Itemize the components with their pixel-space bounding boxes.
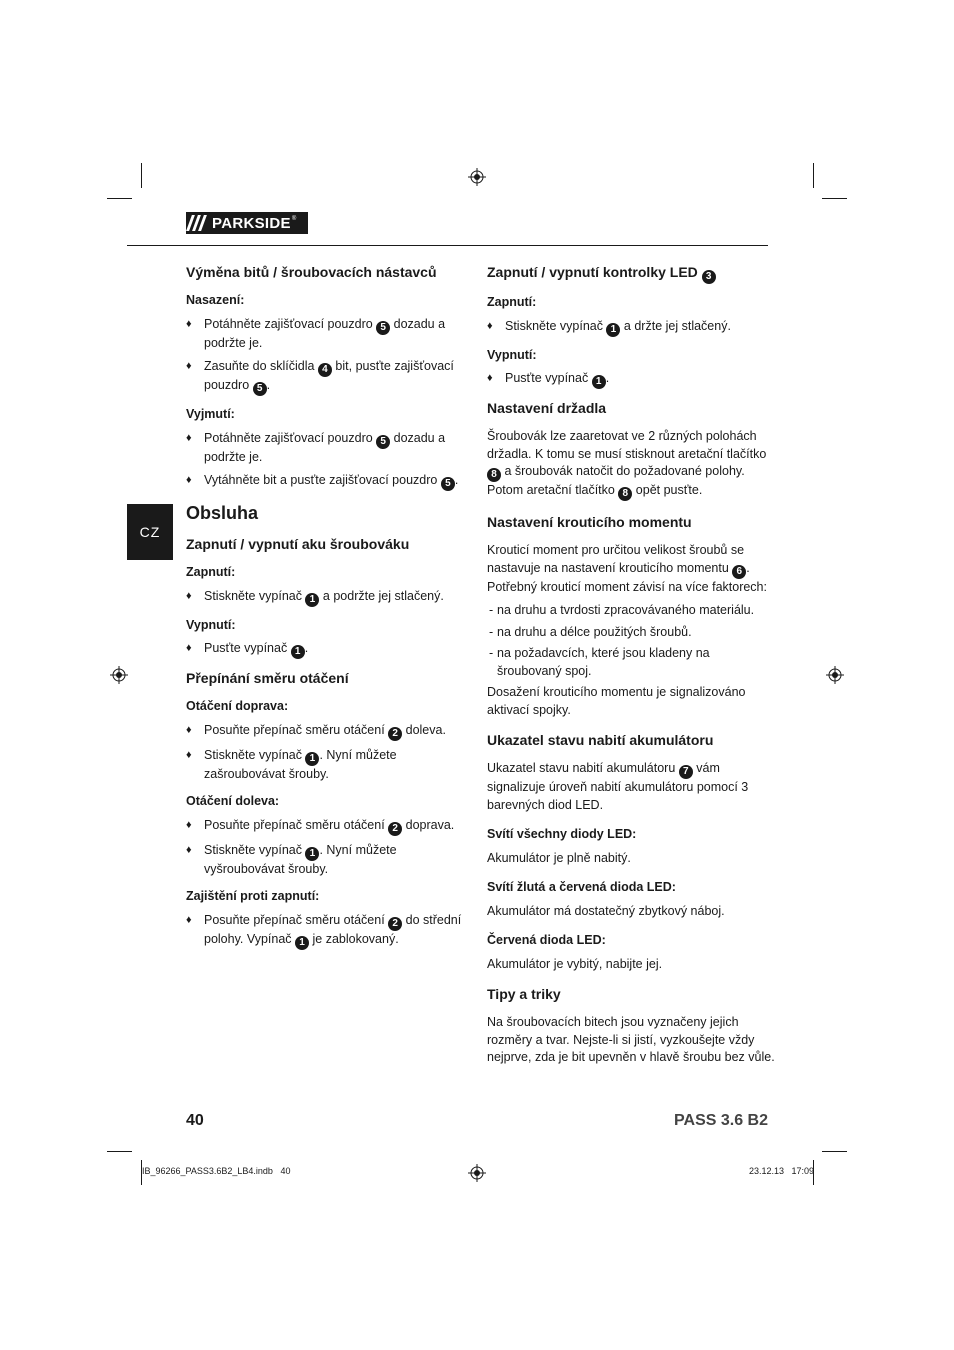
part-number-badge: 2 [388,917,402,931]
section-title: Výměna bitů / šroubovacích nástavců [186,264,437,280]
list-item: ♦ Pusťte vypínač 1 . [186,640,476,659]
crop-mark [141,163,142,188]
section-title: Nastavení krouticího momentu [487,514,692,530]
dash-list [487,602,777,680]
paragraph: Na šroubovacích bitech jsou vyznačeny jejich rozměry a tvar. Nejste-li si jistí, vyzkoušejte vždy nejprve, zda je bit upevněn v hlavě šroubu bez vůle. [487,1015,775,1064]
part-number-badge: 1 [592,375,606,389]
part-number-badge: 1 [305,752,319,766]
list-item: ♦ Stiskněte vypínač 1 a podržte jej stlačený. [186,588,476,607]
bullet-list [186,722,476,784]
part-number-badge: 6 [732,565,746,579]
list-item: ♦ Potáhněte zajišťovací pouzdro 5 dozadu a podržte je. [186,430,476,467]
subheading: Nasazení: [186,293,245,307]
subheading: Vypnutí: [186,617,236,632]
list-item: - na druhu a tvrdosti zpracovávaného materiálu. [487,602,777,620]
crop-mark [822,1151,847,1152]
subheading: Svítí všechny diody LED: [487,827,637,841]
list-item: ♦ Stiskněte vypínač 1 . Nyní můžete zašroubovávat šrouby. [186,747,476,784]
list-item: ♦ Stiskněte vypínač 1 . Nyní můžete vyšroubovávat šrouby. [186,842,476,879]
part-number-badge: 4 [318,363,332,377]
list-item: ♦ Posuňte přepínač směru otáčení 2 doprava. [186,817,476,836]
list-item: - na požadavcích, které jsou kladeny na šroubovaný spoj. [487,645,777,680]
section-title: Zapnutí / vypnutí aku šroubováku [186,536,410,552]
part-number-badge: 5 [376,435,390,449]
paragraph: Krouticí moment pro určitou velikost šroubů se nastavuje na nastavení krouticího momentu 6 . Potřebný krouticí moment závisí na více faktorech: [487,543,767,594]
language-tab: CZ [127,504,173,560]
crop-mark [107,198,132,199]
part-number-badge: 7 [679,765,693,779]
registration-mark-icon [468,1164,486,1182]
left-column [186,263,476,960]
paragraph: Dosažení krouticího momentu je signalizováno aktivací spojky. [487,685,746,717]
subheading: Otáčení doprava: [186,699,289,713]
section-title: Tipy a triky [487,986,561,1002]
part-number-badge: 1 [305,593,319,607]
part-number-badge: 1 [305,847,319,861]
bullet-list [487,318,777,337]
subheading: Svítí žlutá a červená dioda LED: [487,880,676,894]
crop-mark [107,1151,132,1152]
registration-mark-icon [826,666,844,684]
page-number: 40 [186,1112,204,1129]
paragraph: Akumulátor má dostatečný zbytkový náboj. [487,903,725,918]
subheading: Vypnutí: [487,347,537,362]
registration-mark-icon [468,168,486,186]
part-number-badge: 2 [388,727,402,741]
list-item: ♦ Posuňte přepínač směru otáčení 2 doleva. [186,722,476,741]
bullet-list [186,912,476,950]
subheading: Vyjmutí: [186,407,235,421]
part-number-badge: 8 [618,487,632,501]
logo-stripes-icon [186,212,210,234]
header-rule [127,245,768,246]
section-title: Nastavení držadla [487,400,607,416]
right-column [487,263,777,1073]
subheading: Zapnutí: [487,295,537,309]
list-item: ♦ Zasuňte do sklíčidla 4 bit, pusťte zajišťovací pouzdro 5 . [186,358,476,396]
parkside-logo [186,212,308,234]
part-number-badge: 2 [388,822,402,836]
list-item: ♦ Stiskněte vypínač 1 a držte jej stlačený. [487,318,777,337]
part-number-badge: 5 [376,321,390,335]
part-number-badge: 1 [606,323,620,337]
bullet-list [186,640,476,659]
chapter-title: Obsluha [186,503,259,523]
section-title: Ukazatel stavu nabití akumulátoru [487,732,714,748]
bullet-list [186,588,476,607]
crop-mark [822,198,847,199]
subheading: Zajištění proti zapnutí: [186,889,320,903]
bullet-list [186,817,476,879]
part-number-badge: 5 [253,382,267,396]
list-item: ♦ Posuňte přepínač směru otáčení 2 do střední polohy. Vypínač 1 je zablokovaný. [186,912,476,950]
part-number-badge: 1 [291,645,305,659]
subheading: Červená dioda LED: [487,933,606,947]
bullet-list [186,316,476,397]
list-item: ♦ Vytáhněte bit a pusťte zajišťovací pouzdro 5 . [186,472,476,491]
list-item: ♦ Potáhněte zajišťovací pouzdro 5 dozadu a podržte je. [186,316,476,353]
part-number-badge: 5 [441,477,455,491]
paragraph: Šroubovák lze zaaretovat ve 2 různých polohách držadla. K tomu se musí stisknout aretační tlačítko 8 a šroubovák natočit do požadované polohy. Potom aretační tlačítko 8 opět pusťte. [487,429,767,499]
list-item: - na druhu a délce použitých šroubů. [487,624,777,642]
print-slug-file: IB_96266_PASS3.6B2_LB4.indb 40 [142,1166,291,1176]
paragraph: Akumulátor je plně nabitý. [487,850,631,865]
crop-mark [813,163,814,188]
paragraph: Akumulátor je vybitý, nabijte jej. [487,956,663,971]
print-slug-date: 23.12.13 17:09 [748,1166,814,1176]
part-number-badge: 3 [702,270,716,284]
model-name: PASS 3.6 B2 [674,1112,768,1129]
registration-mark-icon [110,666,128,684]
logo-text: PARKSIDE [212,214,291,232]
logo-trademark: ® [291,216,297,222]
section-title: Zapnutí / vypnutí kontrolky LED 3 [487,263,777,284]
list-item: ♦ Pusťte vypínač 1 . [487,370,777,389]
part-number-badge: 1 [295,936,309,950]
bullet-list [487,370,777,389]
subheading: Zapnutí: [186,565,236,579]
bullet-list [186,430,476,492]
paragraph: Ukazatel stavu nabití akumulátoru 7 vám signalizuje úroveň nabití akumulátoru pomocí 3 barevných diod LED. [487,761,749,812]
section-title: Přepínání směru otáčení [186,670,349,686]
part-number-badge: 8 [487,468,501,482]
subheading: Otáčení doleva: [186,794,280,808]
